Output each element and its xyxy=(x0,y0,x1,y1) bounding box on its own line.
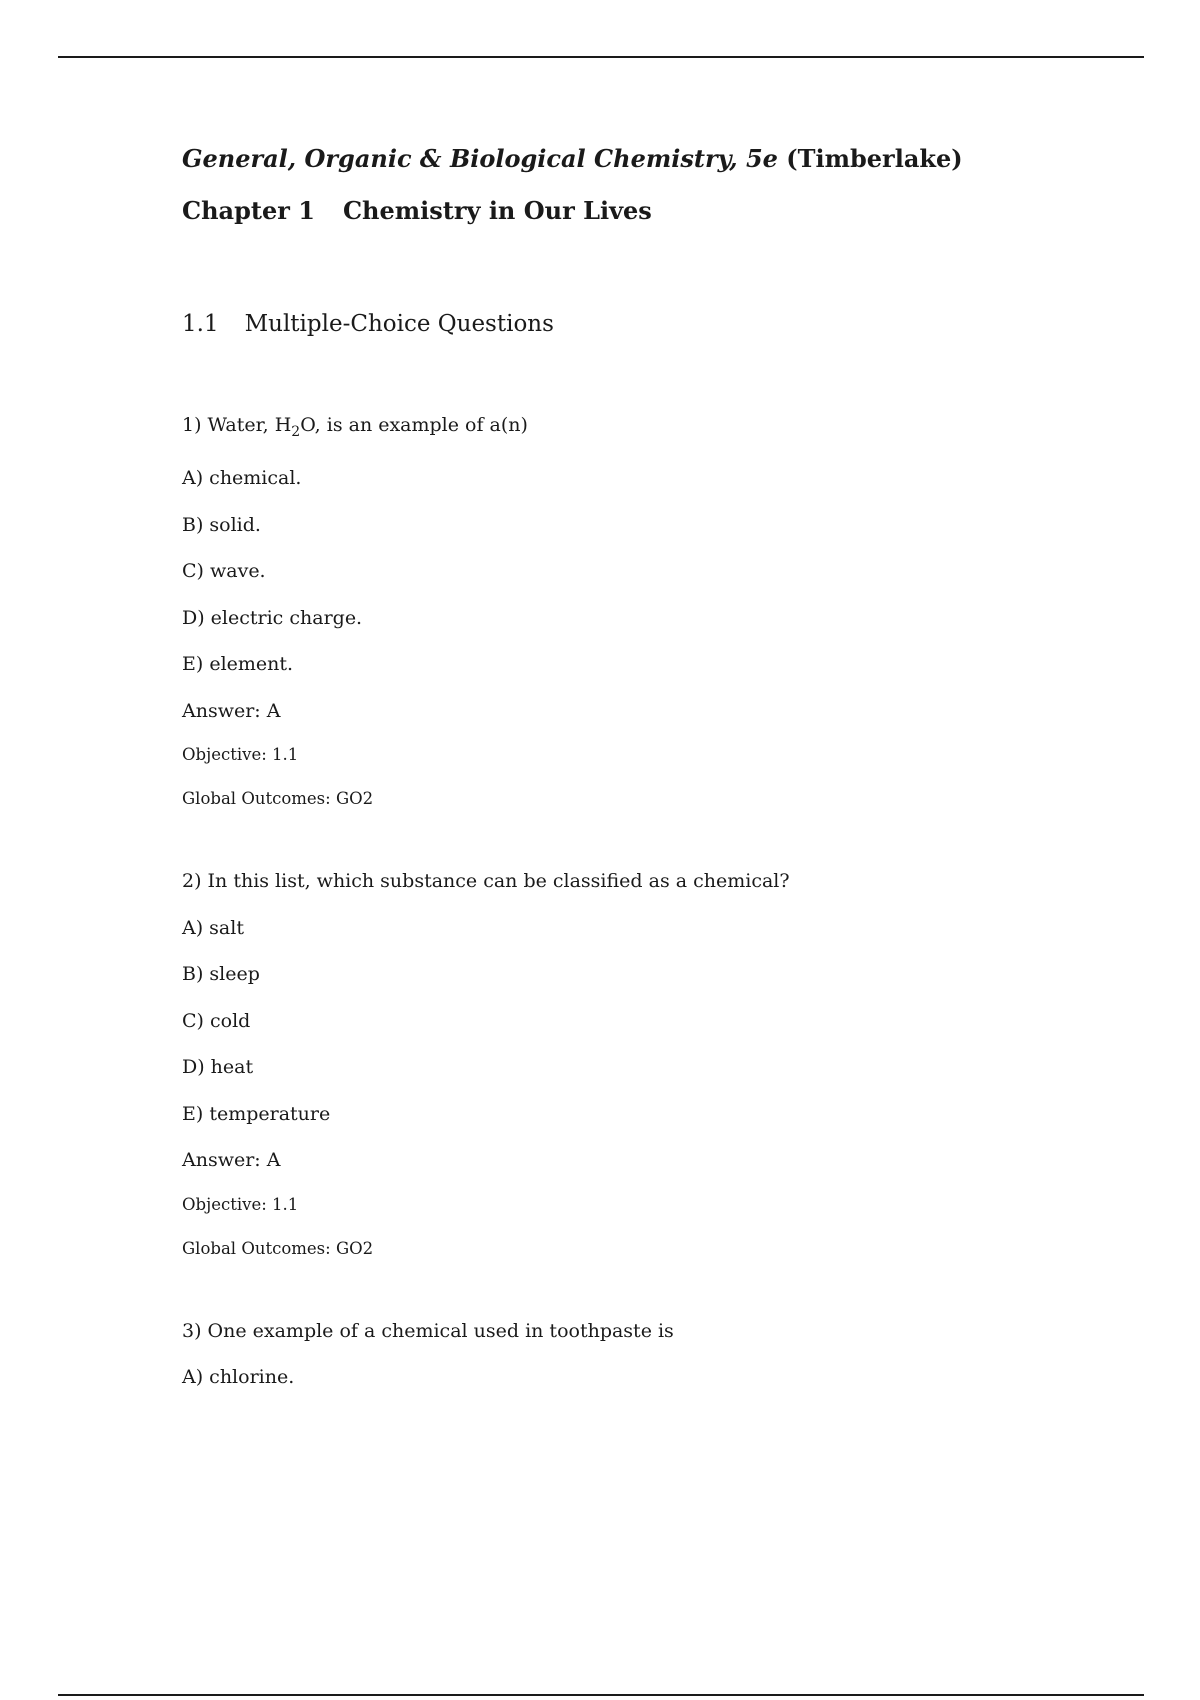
choice-d: D) heat xyxy=(182,1056,254,1079)
choice-b: B) sleep xyxy=(182,963,260,986)
answer: Answer: A xyxy=(182,699,281,722)
section-number: 1.1 xyxy=(182,311,219,337)
question-2 xyxy=(182,868,1082,1260)
choice-c: C) wave. xyxy=(182,560,266,583)
global-outcomes: Global Outcomes: GO2 xyxy=(182,789,374,809)
question-stem xyxy=(182,412,1082,445)
top-rule xyxy=(58,56,1144,58)
answer: Answer: A xyxy=(182,1149,281,1172)
choice-a: A) salt xyxy=(182,916,244,939)
bottom-rule xyxy=(58,1694,1144,1696)
stem-subscript: 2 xyxy=(291,423,301,440)
book-title-italic: General, Organic & Biological Chemistry, 5e xyxy=(182,144,778,173)
chapter-label: Chapter 1 xyxy=(182,196,315,225)
choice-e: E) element. xyxy=(182,653,294,676)
book-title xyxy=(182,140,1082,178)
question-3 xyxy=(182,1318,1082,1391)
document-body xyxy=(182,140,1082,1411)
chapter-title: Chemistry in Our Lives xyxy=(342,196,652,225)
choice-e: E) temperature xyxy=(182,1102,331,1125)
global-outcomes: Global Outcomes: GO2 xyxy=(182,1238,374,1258)
question-stem: 2) In this list, which substance can be classified as a chemical? xyxy=(182,870,790,893)
stem-text: 1) Water, H xyxy=(182,414,292,436)
question-stem: 3) One example of a chemical used in toothpaste is xyxy=(182,1319,674,1342)
chapter-heading xyxy=(182,192,1082,230)
section-heading xyxy=(182,308,1082,340)
question-1 xyxy=(182,412,1082,810)
choice-b: B) solid. xyxy=(182,513,261,536)
objective: Objective: 1.1 xyxy=(182,745,299,765)
section-title: Multiple-Choice Questions xyxy=(244,311,554,337)
choice-c: C) cold xyxy=(182,1009,251,1032)
stem-text: O, is an example of a(n) xyxy=(300,414,528,436)
choice-a: A) chemical. xyxy=(182,467,302,490)
objective: Objective: 1.1 xyxy=(182,1194,299,1214)
choice-a: A) chlorine. xyxy=(182,1366,295,1389)
choice-d: D) electric charge. xyxy=(182,606,363,629)
book-author: (Timberlake) xyxy=(786,144,963,173)
